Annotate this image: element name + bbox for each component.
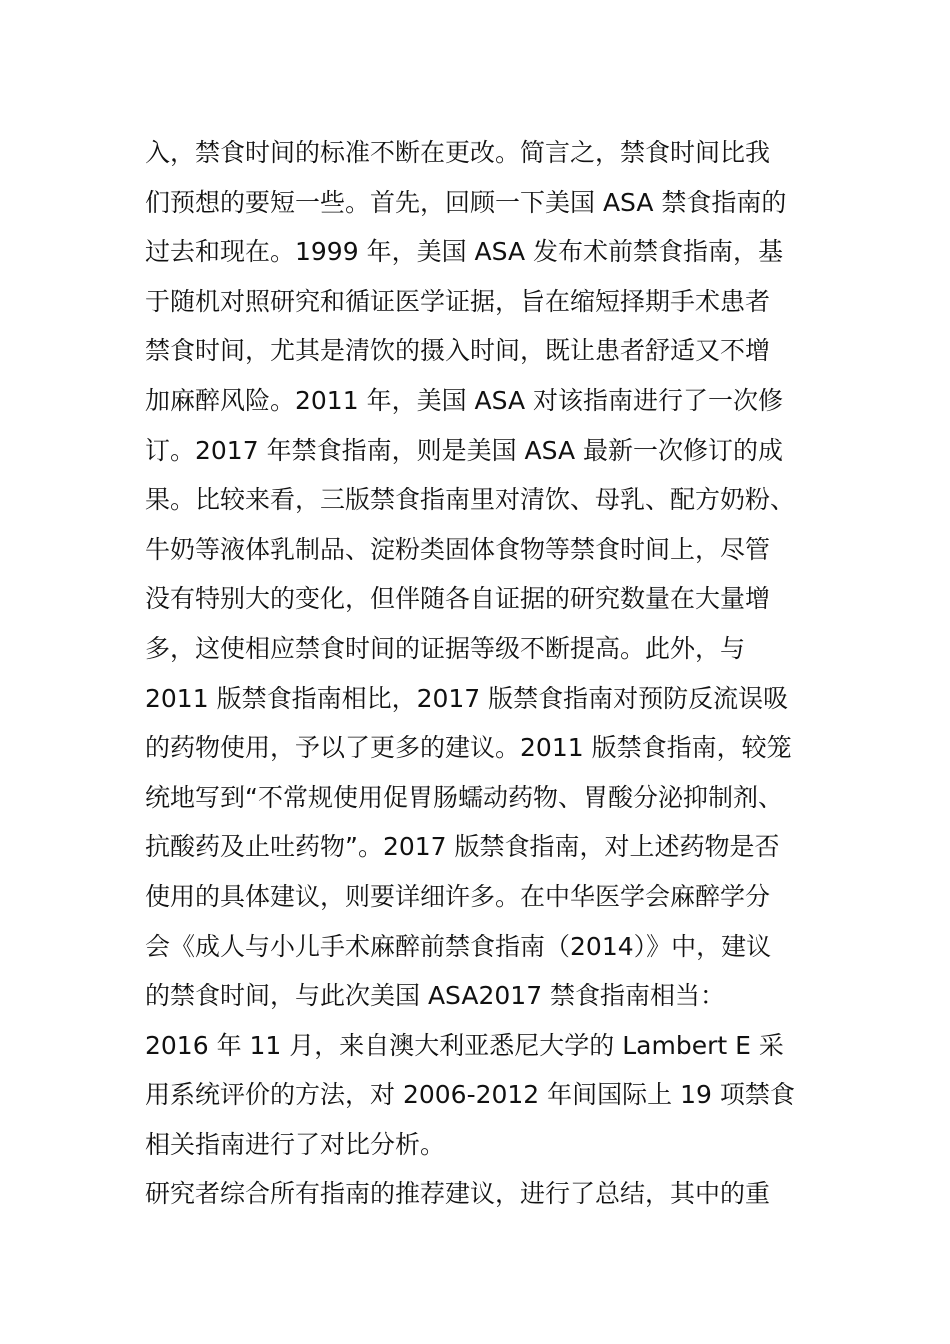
- text-line: 的禁食时间，与此次美国 ASA2017 禁食指南相当：: [145, 981, 726, 1011]
- text-line: 使用的具体建议，则要详细许多。在中华医学会麻醉学分: [145, 881, 771, 911]
- text-line: 研究者综合所有指南的推荐建议，进行了总结，其中的重: [145, 1179, 771, 1209]
- text-line: 果。比较来看，三版禁食指南里对清饮、母乳、配方奶粉、: [145, 485, 796, 515]
- text-line: 抗酸药及止吐药物”。2017 版禁食指南，对上述药物是否: [145, 832, 780, 862]
- text-line: 相关指南进行了对比分析。: [145, 1129, 446, 1159]
- text-line: 入，禁食时间的标准不断在更改。简言之，禁食时间比我: [145, 138, 771, 167]
- text-line: 2011 版禁食指南相比，2017 版禁食指南对预防反流误吸: [145, 683, 789, 713]
- text-line: 过去和现在。1999 年，美国 ASA 发布术前禁食指南，基: [145, 237, 784, 267]
- text-line: 订。2017 年禁食指南，则是美国 ASA 最新一次修订的成: [145, 435, 784, 465]
- text-line: 禁食时间，尤其是清饮的摄入时间，既让患者舒适又不增: [145, 336, 771, 366]
- body-text: [145, 128, 815, 1219]
- text-line: 们预想的要短一些。首先，回顾一下美国 ASA 禁食指南的: [145, 187, 787, 217]
- text-line: 多，这使相应禁食时间的证据等级不断提高。此外，与: [145, 633, 746, 663]
- text-line: 会《成人与小儿手术麻醉前禁食指南（2014）》中，建议: [145, 931, 772, 961]
- text-line: 于随机对照研究和循证医学证据，旨在缩短择期手术患者: [145, 286, 771, 316]
- text-line: 用系统评价的方法，对 2006-2012 年间国际上 19 项禁食: [145, 1080, 795, 1110]
- text-line: 加麻醉风险。2011 年，美国 ASA 对该指南进行了一次修: [145, 385, 784, 415]
- text-line: 没有特别大的变化，但伴随各自证据的研究数量在大量增: [145, 584, 771, 614]
- text-line: 统地写到“不常规使用促胃肠蠕动药物、胃酸分泌抑制剂、: [145, 782, 783, 812]
- text-line: 牛奶等液体乳制品、淀粉类固体食物等禁食时间上，尽管: [145, 534, 771, 564]
- text-line: 的药物使用，予以了更多的建议。2011 版禁食指南，较笼: [145, 733, 792, 763]
- text-line: 2016 年 11 月，来自澳大利亚悉尼大学的 Lambert E 采: [145, 1030, 784, 1060]
